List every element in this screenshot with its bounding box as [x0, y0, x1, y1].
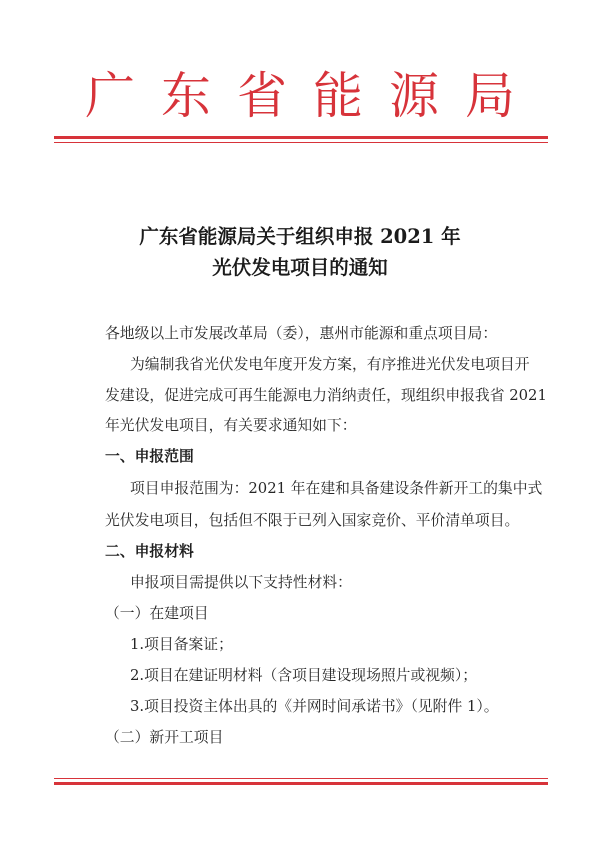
- section-heading-materials: 二、申报材料: [105, 543, 194, 560]
- salutation: 各地级以上市发展改革局（委），惠州市能源和重点项目局：: [105, 325, 498, 342]
- document-title-line1: 广东省能源局关于组织申报 2021 年: [139, 225, 461, 248]
- section-heading-scope: 一、申报范围: [105, 448, 194, 465]
- list-item: 3.项目投资主体出具的《并网时间承诺书》（见附件 1）。: [130, 698, 499, 715]
- materials-intro: 申报项目需提供以下支持性材料：: [130, 574, 352, 591]
- intro-line-2: 发建设，促进完成可再生能源电力消纳责任，现组织申报我省 2021: [105, 387, 547, 404]
- document-title-line2: 光伏发电项目的通知: [212, 256, 388, 279]
- intro-line-1: 为编制我省光伏发电年度开发方案，有序推进光伏发电项目开: [130, 356, 530, 373]
- intro-line-3: 年光伏发电项目，有关要求通知如下：: [105, 417, 357, 434]
- subsection-heading-in-construction: （一）在建项目: [105, 605, 209, 622]
- list-item: 2.项目在建证明材料（含项目建设现场照片或视频）；: [130, 667, 478, 684]
- footer-rule-thin: [54, 778, 548, 779]
- scope-line-2: 光伏发电项目，包括但不限于已列入国家竞价、平价清单项目。: [105, 512, 520, 529]
- footer-rule-thick: [54, 782, 548, 785]
- letterhead-org-name: 广东省能源局: [85, 67, 541, 125]
- list-item: 1.项目备案证；: [130, 636, 233, 653]
- letterhead-rule-thin: [54, 142, 548, 143]
- letterhead-rule-thick: [54, 136, 548, 139]
- scope-line-1: 项目申报范围为：2021 年在建和具备建设条件新开工的集中式: [130, 480, 543, 497]
- subsection-heading-new-construction: （二）新开工项目: [105, 729, 224, 746]
